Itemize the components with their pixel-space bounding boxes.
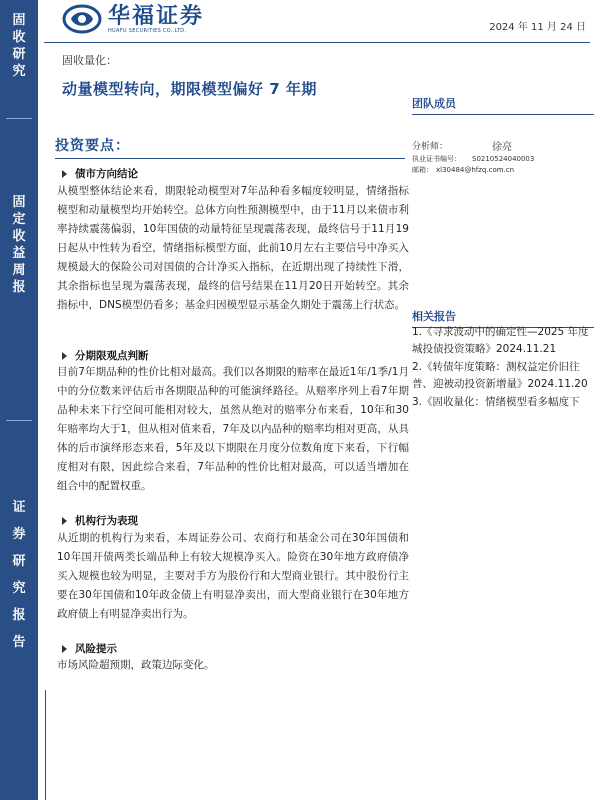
report-category: 固收量化： bbox=[62, 54, 117, 67]
left-sidebar bbox=[0, 0, 38, 800]
sidebar-char: 研 bbox=[12, 47, 26, 62]
bullet-triangle-icon bbox=[62, 352, 67, 360]
sidebar-label-weekly bbox=[0, 190, 38, 300]
section-paragraph: 市场风险超预期，政策边际变化。 bbox=[57, 659, 215, 671]
related-report-item[interactable]: 3.《固收量化：情绪模型看多幅度下 bbox=[412, 396, 580, 408]
section-paragraph: 目前7年期品种的性价比相对最高。我们以各期限的赔率在最近1年/1季/1月中的分位数来评估后市各期限品种的可能演绎路径。从赔率序列上看7年期品种未来下行空间可能相对较大，虽然从绝对的赔率分布来看，10年和30年赔率均大于1，但从相对值来看，7年及以内品种的赔率均相对更高，从具体的后市演绎形态来看，5年及以下期限在月度分位数角度下来看，下行幅度相对有限，因此综合来看，7年品种的性价比相对最高，可以适当增加在组合中的配置权重。 bbox=[57, 366, 409, 492]
related-reports-heading: 相关报告 bbox=[412, 308, 594, 328]
related-report-item[interactable]: 1.《寻求波动中的确定性—2025 年度城投债投资策略》2024.11.21 bbox=[412, 326, 589, 355]
page-vertical-rule bbox=[45, 690, 46, 800]
sidebar-char: 报 bbox=[12, 280, 26, 295]
team-heading: 团队成员 bbox=[412, 95, 594, 115]
sidebar-char: 研 bbox=[12, 554, 26, 569]
sidebar-char: 收 bbox=[12, 30, 26, 45]
team-panel bbox=[412, 95, 594, 176]
sidebar-char: 益 bbox=[12, 246, 26, 261]
bullet-triangle-icon bbox=[62, 170, 67, 178]
sidebar-divider bbox=[6, 118, 32, 119]
section-title: 分期限观点判断 bbox=[62, 348, 149, 363]
company-logo bbox=[62, 0, 204, 38]
sidebar-label-research bbox=[0, 6, 38, 86]
section-paragraph: 从模型整体结论来看，期限轮动模型对7年品种看多幅度较明显，情绪指标模型和动量模型均开始转空。总体方向性预测模型中，由于11月以来债市利率持续震荡偏弱，10年国债的动量特征呈现震荡表现，最终信号于11月19日起从中性转为看空，情绪指标模型方面，此前10月左右主要信号中净买入规模最大的保险公司对国债的合计净买入指标，在近期出现了持续性下滑，其余指标也呈现为震荡表现，最终的信号结果在11月20日开始转空。其余指标中，DNS模型仍看多；基金归因模型显示基金久期处于震荡上行状态。 bbox=[57, 185, 409, 311]
analyst-name: 徐亮 bbox=[492, 142, 512, 153]
report-date: 2024 年 11 月 24 日 bbox=[489, 22, 586, 33]
sidebar-char: 定 bbox=[12, 212, 26, 227]
license-label: 执业证书编号： bbox=[412, 155, 461, 163]
company-name-en: HUAFU SECURITIES CO.,LTD. bbox=[108, 27, 187, 34]
sidebar-char: 固 bbox=[12, 195, 26, 210]
sidebar-char: 证 bbox=[12, 500, 26, 515]
email-label: 邮箱： bbox=[412, 166, 433, 174]
sidebar-char: 券 bbox=[12, 527, 26, 542]
license-value: S0210524040003 bbox=[472, 155, 535, 163]
sidebar-char: 收 bbox=[12, 229, 26, 244]
bullet-triangle-icon bbox=[62, 517, 67, 525]
sidebar-divider bbox=[6, 420, 32, 421]
section-title: 债市方向结论 bbox=[62, 166, 138, 181]
key-points-heading: 投资要点： bbox=[55, 138, 130, 154]
sidebar-char: 究 bbox=[12, 581, 26, 596]
related-reports-list bbox=[412, 324, 596, 412]
analyst-label: 分析师： bbox=[412, 142, 449, 152]
key-points-divider bbox=[55, 158, 405, 159]
huafu-logo-icon bbox=[62, 4, 102, 34]
sidebar-char: 固 bbox=[12, 13, 26, 28]
sidebar-char: 报 bbox=[12, 608, 26, 623]
sidebar-label-securities-report bbox=[0, 480, 38, 670]
sidebar-char: 究 bbox=[12, 64, 26, 79]
sidebar-char: 周 bbox=[12, 263, 26, 278]
analyst-info bbox=[412, 141, 594, 176]
header-divider bbox=[44, 42, 590, 43]
company-name-cn: 华福证券 bbox=[108, 2, 205, 29]
report-title: 动量模型转向，期限模型偏好 7 年期 bbox=[62, 80, 317, 98]
section-paragraph: 从近期的机构行为来看，本周证券公司、农商行和基金公司在30年国债和10年国开债两类长端品种上有较大规模净买入。险资在30年地方政府债净买入规模也较为明显，主要对手方为股份行和大型商业银行。其中股份行主要在30年国债和10年政金债上有明显净卖出，而大型商业银行在30年地方政府债上有明显净卖出行为。 bbox=[57, 532, 409, 620]
section-title: 机构行为表现 bbox=[62, 513, 138, 528]
related-report-item[interactable]: 2.《转债年度策略：测权益定价旧往普、迎被动投资新增量》2024.11.20 bbox=[412, 361, 588, 390]
sidebar-char: 告 bbox=[12, 635, 26, 650]
bullet-triangle-icon bbox=[62, 645, 67, 653]
section-title: 风险提示 bbox=[62, 641, 117, 656]
email-value[interactable]: xl30484@hfzq.com.cn bbox=[436, 166, 515, 174]
